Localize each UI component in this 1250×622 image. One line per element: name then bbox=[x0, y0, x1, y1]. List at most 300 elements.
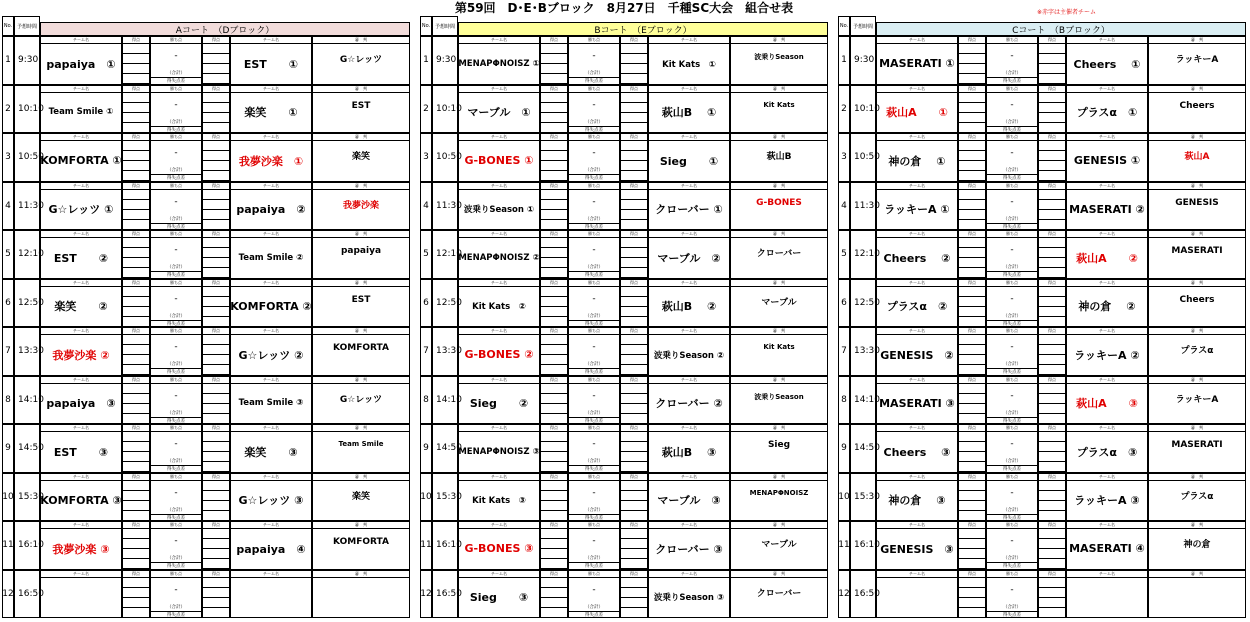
score-line bbox=[1039, 297, 1065, 307]
column-label: 審 判 bbox=[1149, 183, 1245, 190]
score-line bbox=[203, 317, 229, 327]
column-label: 勝ち点 bbox=[569, 37, 619, 44]
score-lines bbox=[959, 287, 985, 327]
column-label: 勝ち点 bbox=[151, 328, 201, 335]
host-team-note: ※赤字は主催者チーム bbox=[1036, 9, 1096, 16]
score-lines bbox=[541, 432, 567, 472]
match-cell bbox=[620, 521, 648, 570]
score-line bbox=[541, 103, 567, 113]
match-cell bbox=[230, 133, 312, 182]
dash: - bbox=[1010, 196, 1014, 207]
column-label: 得点 bbox=[1039, 280, 1065, 287]
score-line bbox=[959, 511, 985, 521]
column-label: 審 判 bbox=[313, 425, 409, 432]
column-label: 勝ち点 bbox=[151, 522, 201, 529]
match-cell bbox=[312, 473, 410, 522]
score-line bbox=[959, 297, 985, 307]
score-line bbox=[123, 365, 149, 375]
score-line bbox=[621, 200, 647, 210]
column-label: 勝ち点 bbox=[987, 280, 1037, 287]
column-label: チーム名 bbox=[877, 328, 957, 335]
total-label: （合計） bbox=[1003, 459, 1021, 464]
team-name: ラッキーA ③ bbox=[1074, 494, 1140, 508]
column-label: 審 判 bbox=[313, 280, 409, 287]
team-name: EST ③ bbox=[53, 445, 109, 459]
match-cell bbox=[648, 85, 730, 134]
match-cell bbox=[458, 133, 540, 182]
score-line bbox=[959, 404, 985, 414]
score-lines bbox=[203, 44, 229, 84]
match-cell bbox=[312, 521, 410, 570]
match-time: 16:50 bbox=[14, 570, 40, 619]
dash: - bbox=[592, 293, 596, 304]
score-line bbox=[959, 93, 985, 103]
score-line bbox=[1039, 432, 1065, 442]
score-line bbox=[203, 190, 229, 200]
dash: - bbox=[1010, 390, 1014, 401]
team-name: Kit Kats ③ bbox=[472, 496, 526, 507]
score-line bbox=[541, 307, 567, 317]
score-lines bbox=[203, 93, 229, 133]
match-cell bbox=[540, 521, 568, 570]
match-time: 14:10 bbox=[850, 376, 876, 425]
score-line bbox=[1039, 220, 1065, 230]
score-line bbox=[959, 123, 985, 133]
match-cell bbox=[730, 85, 828, 134]
match-cell bbox=[122, 230, 150, 279]
match-cell bbox=[1066, 473, 1148, 522]
score-line bbox=[959, 151, 985, 161]
match-cell bbox=[730, 570, 828, 619]
column-label: チーム名 bbox=[649, 86, 729, 93]
score-line bbox=[959, 539, 985, 549]
column-label: 審 判 bbox=[313, 37, 409, 44]
match-no: 7 bbox=[838, 327, 850, 376]
column-label: 得点 bbox=[1039, 425, 1065, 432]
column-label: チーム名 bbox=[1067, 37, 1147, 44]
team-name: マーブル ② bbox=[657, 251, 721, 265]
column-label: チーム名 bbox=[41, 280, 121, 287]
column-label: 得点 bbox=[123, 183, 149, 190]
column-label: チーム名 bbox=[231, 37, 311, 44]
total-label: （合計） bbox=[585, 313, 603, 319]
score-line bbox=[1039, 64, 1065, 74]
match-cell bbox=[876, 570, 958, 619]
column-label: 勝ち点 bbox=[569, 328, 619, 335]
score-line bbox=[123, 598, 149, 608]
score-line bbox=[541, 248, 567, 258]
column-label: チーム名 bbox=[459, 86, 539, 93]
score-lines bbox=[621, 578, 647, 618]
score-line bbox=[203, 462, 229, 472]
score-line bbox=[1039, 74, 1065, 84]
column-label: 勝ち点 bbox=[569, 280, 619, 287]
column-label: 審 判 bbox=[313, 522, 409, 529]
referee-team: 萩山A bbox=[1184, 152, 1210, 162]
score-line bbox=[959, 501, 985, 511]
column-label: 得点 bbox=[621, 328, 647, 335]
score-lines bbox=[621, 287, 647, 327]
score-line bbox=[1039, 123, 1065, 133]
score-line bbox=[1039, 345, 1065, 355]
match-cell bbox=[230, 85, 312, 134]
total-label: （合計） bbox=[585, 604, 603, 610]
match-time: 12:50 bbox=[432, 279, 458, 328]
loss-label: 得失点差 bbox=[987, 126, 1037, 133]
match-cell bbox=[876, 182, 958, 231]
score-line bbox=[541, 481, 567, 491]
score-line bbox=[959, 307, 985, 317]
match-cell bbox=[540, 570, 568, 619]
score-line bbox=[621, 491, 647, 501]
column-label: チーム名 bbox=[877, 183, 957, 190]
score-line bbox=[621, 481, 647, 491]
score-line bbox=[203, 549, 229, 559]
team-name: Team Smile ③ bbox=[238, 398, 304, 409]
score-line bbox=[123, 287, 149, 297]
score-line bbox=[1039, 539, 1065, 549]
score-lines bbox=[203, 141, 229, 181]
loss-label: 得失点差 bbox=[569, 417, 619, 424]
column-label: 得点 bbox=[123, 377, 149, 384]
referee-team: KOMFORTA bbox=[333, 343, 389, 353]
score-lines bbox=[123, 335, 149, 375]
match-time: 14:10 bbox=[432, 376, 458, 425]
column-label: 審 判 bbox=[731, 183, 827, 190]
score-line bbox=[123, 248, 149, 258]
match-cell bbox=[1066, 521, 1148, 570]
score-line bbox=[203, 414, 229, 424]
score-line bbox=[1039, 151, 1065, 161]
score-line bbox=[1039, 54, 1065, 64]
score-line bbox=[123, 511, 149, 521]
match-cell bbox=[202, 327, 230, 376]
score-line bbox=[959, 248, 985, 258]
score-line bbox=[203, 335, 229, 345]
score-line bbox=[203, 268, 229, 278]
score-lines bbox=[621, 44, 647, 84]
column-label: 得点 bbox=[541, 377, 567, 384]
column-label: 審 判 bbox=[1149, 522, 1245, 529]
match-cell bbox=[230, 36, 312, 85]
score-line bbox=[203, 578, 229, 588]
column-label: 勝ち点 bbox=[987, 425, 1037, 432]
column-label: チーム名 bbox=[231, 86, 311, 93]
score-line bbox=[1039, 501, 1065, 511]
score-lines bbox=[959, 432, 985, 472]
match-time: 10:10 bbox=[14, 85, 40, 134]
match-cell bbox=[568, 327, 620, 376]
column-label: チーム名 bbox=[459, 571, 539, 578]
score-lines bbox=[621, 141, 647, 181]
column-label: 得点 bbox=[123, 86, 149, 93]
match-cell bbox=[958, 182, 986, 231]
total-label: （合計） bbox=[1003, 71, 1021, 76]
referee-team: マーブル bbox=[761, 540, 797, 550]
score-line bbox=[959, 452, 985, 462]
match-cell bbox=[312, 36, 410, 85]
column-label: 得点 bbox=[541, 86, 567, 93]
referee-team: Cheers bbox=[1179, 294, 1215, 305]
team-name bbox=[1067, 578, 1147, 618]
match-cell bbox=[202, 182, 230, 231]
score-line bbox=[621, 559, 647, 569]
score-line bbox=[1039, 171, 1065, 181]
dash: - bbox=[174, 99, 178, 110]
team-name: papaiya ① bbox=[46, 57, 116, 71]
match-cell bbox=[1148, 473, 1246, 522]
total-label: （合計） bbox=[167, 168, 185, 173]
match-cell bbox=[1066, 85, 1148, 134]
team-name: MASERATI ① bbox=[879, 57, 955, 71]
score-line bbox=[959, 384, 985, 394]
match-cell bbox=[458, 376, 540, 425]
team-name: マーブル ③ bbox=[657, 494, 721, 508]
score-line bbox=[541, 268, 567, 278]
match-no: 3 bbox=[420, 133, 432, 182]
loss-label: 得失点差 bbox=[569, 271, 619, 278]
column-label: 審 判 bbox=[313, 231, 409, 238]
match-cell bbox=[568, 36, 620, 85]
match-cell bbox=[150, 473, 202, 522]
score-line bbox=[1039, 307, 1065, 317]
score-line bbox=[1039, 384, 1065, 394]
score-line bbox=[541, 432, 567, 442]
match-cell bbox=[1148, 36, 1246, 85]
score-line bbox=[621, 287, 647, 297]
score-lines bbox=[1039, 529, 1065, 569]
team-name: GENESIS ② bbox=[880, 348, 954, 362]
loss-label: 得失点差 bbox=[569, 465, 619, 472]
team-name: 波乗りSeason ③ bbox=[653, 593, 725, 604]
column-label: 勝ち点 bbox=[151, 474, 201, 481]
match-cell bbox=[122, 182, 150, 231]
match-cell bbox=[1148, 182, 1246, 231]
match-time: 13:30 bbox=[850, 327, 876, 376]
match-cell bbox=[568, 570, 620, 619]
referee-team: Sieg bbox=[767, 440, 791, 450]
column-label: 勝ち点 bbox=[987, 522, 1037, 529]
match-cell bbox=[1148, 133, 1246, 182]
score-line bbox=[541, 501, 567, 511]
column-label: 得点 bbox=[541, 328, 567, 335]
column-label: 審 判 bbox=[731, 377, 827, 384]
column-label: 得点 bbox=[1039, 377, 1065, 384]
match-cell bbox=[1066, 279, 1148, 328]
match-cell bbox=[730, 36, 828, 85]
match-cell bbox=[958, 133, 986, 182]
referee-team: 楽笑 bbox=[351, 152, 370, 162]
column-label: チーム名 bbox=[877, 280, 957, 287]
score-line bbox=[203, 491, 229, 501]
column-label: 審 判 bbox=[1149, 425, 1245, 432]
column-label: チーム名 bbox=[1067, 377, 1147, 384]
match-no: 6 bbox=[2, 279, 14, 328]
score-line bbox=[1039, 481, 1065, 491]
match-cell bbox=[540, 230, 568, 279]
team-name: 神の倉 ① bbox=[888, 154, 946, 168]
match-time: 16:10 bbox=[850, 521, 876, 570]
score-line bbox=[959, 171, 985, 181]
match-cell bbox=[876, 279, 958, 328]
column-label: 得点 bbox=[621, 183, 647, 190]
score-line bbox=[621, 511, 647, 521]
team-name bbox=[877, 578, 957, 618]
match-cell bbox=[540, 36, 568, 85]
match-time: 14:10 bbox=[14, 376, 40, 425]
score-line bbox=[621, 44, 647, 54]
match-time: 11:30 bbox=[14, 182, 40, 231]
loss-label: 得失点差 bbox=[987, 320, 1037, 327]
match-cell bbox=[540, 279, 568, 328]
dash: - bbox=[592, 536, 596, 546]
column-label: 審 判 bbox=[313, 328, 409, 335]
score-line bbox=[959, 103, 985, 113]
score-line bbox=[541, 238, 567, 248]
score-line bbox=[621, 549, 647, 559]
column-label: 勝ち点 bbox=[151, 571, 201, 578]
score-line bbox=[123, 210, 149, 220]
score-lines bbox=[541, 384, 567, 424]
score-line bbox=[959, 210, 985, 220]
score-line bbox=[203, 452, 229, 462]
match-cell bbox=[540, 376, 568, 425]
score-line bbox=[203, 123, 229, 133]
total-label: （合計） bbox=[1003, 507, 1021, 513]
column-label: 審 判 bbox=[1149, 571, 1245, 578]
score-line bbox=[1039, 491, 1065, 501]
score-line bbox=[959, 588, 985, 598]
column-label: 得点 bbox=[621, 474, 647, 481]
score-line bbox=[123, 432, 149, 442]
total-label: （合計） bbox=[585, 71, 603, 76]
referee-team: MENAPΦNOISZ bbox=[749, 488, 809, 497]
score-line bbox=[959, 113, 985, 123]
dash: - bbox=[1010, 342, 1014, 352]
match-cell bbox=[230, 521, 312, 570]
score-line bbox=[1039, 394, 1065, 404]
match-cell bbox=[230, 424, 312, 473]
team-name: 萩山B ① bbox=[661, 106, 717, 120]
column-label: 得点 bbox=[1039, 522, 1065, 529]
score-line bbox=[621, 529, 647, 539]
match-cell bbox=[1038, 376, 1066, 425]
header-no: No. bbox=[2, 16, 14, 36]
match-cell bbox=[458, 36, 540, 85]
score-lines bbox=[123, 238, 149, 278]
match-cell bbox=[876, 36, 958, 85]
score-lines bbox=[959, 238, 985, 278]
dash: - bbox=[592, 390, 596, 401]
score-line bbox=[621, 297, 647, 307]
match-time: 10:50 bbox=[850, 133, 876, 182]
match-time: 16:10 bbox=[14, 521, 40, 570]
score-line bbox=[621, 141, 647, 151]
match-cell bbox=[730, 473, 828, 522]
score-lines bbox=[959, 93, 985, 133]
match-cell bbox=[620, 230, 648, 279]
match-cell bbox=[1148, 230, 1246, 279]
team-name: ラッキーA ② bbox=[1074, 348, 1140, 362]
score-lines bbox=[1039, 481, 1065, 521]
score-line bbox=[1039, 141, 1065, 151]
match-cell bbox=[876, 230, 958, 279]
score-line bbox=[541, 141, 567, 151]
column-label: 得点 bbox=[959, 571, 985, 578]
match-cell bbox=[1148, 570, 1246, 619]
score-line bbox=[123, 414, 149, 424]
column-label: 得点 bbox=[959, 183, 985, 190]
score-line bbox=[203, 151, 229, 161]
match-time: 15:30 bbox=[432, 473, 458, 522]
score-line bbox=[203, 44, 229, 54]
score-line bbox=[959, 345, 985, 355]
team-name: ラッキーA ① bbox=[884, 203, 950, 217]
total-label: （合計） bbox=[167, 556, 185, 561]
score-line bbox=[541, 414, 567, 424]
team-name: Sieg ③ bbox=[469, 591, 529, 605]
match-cell bbox=[40, 85, 122, 134]
loss-label: 得失点差 bbox=[987, 271, 1037, 278]
match-no: 8 bbox=[420, 376, 432, 425]
column-label: チーム名 bbox=[649, 328, 729, 335]
match-cell bbox=[312, 279, 410, 328]
column-label: 得点 bbox=[959, 86, 985, 93]
score-line bbox=[541, 588, 567, 598]
score-line bbox=[541, 335, 567, 345]
score-line bbox=[959, 355, 985, 365]
team-name: 波乗りSeason ① bbox=[463, 205, 535, 216]
score-line bbox=[123, 462, 149, 472]
score-line bbox=[621, 171, 647, 181]
column-label: チーム名 bbox=[231, 328, 311, 335]
score-line bbox=[541, 549, 567, 559]
column-label: 得点 bbox=[203, 425, 229, 432]
match-cell bbox=[986, 230, 1038, 279]
loss-label: 得失点差 bbox=[987, 417, 1037, 424]
score-line bbox=[959, 432, 985, 442]
referee-team: 我夢沙楽 bbox=[342, 200, 379, 211]
team-name: G☆レッツ ② bbox=[238, 348, 304, 362]
score-lines bbox=[123, 432, 149, 472]
match-cell bbox=[648, 521, 730, 570]
match-cell bbox=[202, 85, 230, 134]
column-label: チーム名 bbox=[41, 474, 121, 481]
score-line bbox=[621, 103, 647, 113]
match-time: 11:30 bbox=[432, 182, 458, 231]
column-label: チーム名 bbox=[41, 183, 121, 190]
score-line bbox=[959, 238, 985, 248]
match-cell bbox=[122, 424, 150, 473]
column-label: チーム名 bbox=[231, 183, 311, 190]
score-line bbox=[1039, 578, 1065, 588]
score-line bbox=[1039, 268, 1065, 278]
score-line bbox=[541, 200, 567, 210]
score-line bbox=[123, 151, 149, 161]
score-lines bbox=[203, 481, 229, 521]
column-label: チーム名 bbox=[231, 231, 311, 238]
match-no: 9 bbox=[2, 424, 14, 473]
match-cell bbox=[202, 230, 230, 279]
score-line bbox=[203, 103, 229, 113]
total-label: （合計） bbox=[167, 410, 185, 416]
score-line bbox=[1039, 161, 1065, 171]
score-line bbox=[1039, 248, 1065, 258]
match-cell bbox=[40, 182, 122, 231]
score-line bbox=[541, 384, 567, 394]
score-line bbox=[621, 578, 647, 588]
column-label: 勝ち点 bbox=[987, 474, 1037, 481]
